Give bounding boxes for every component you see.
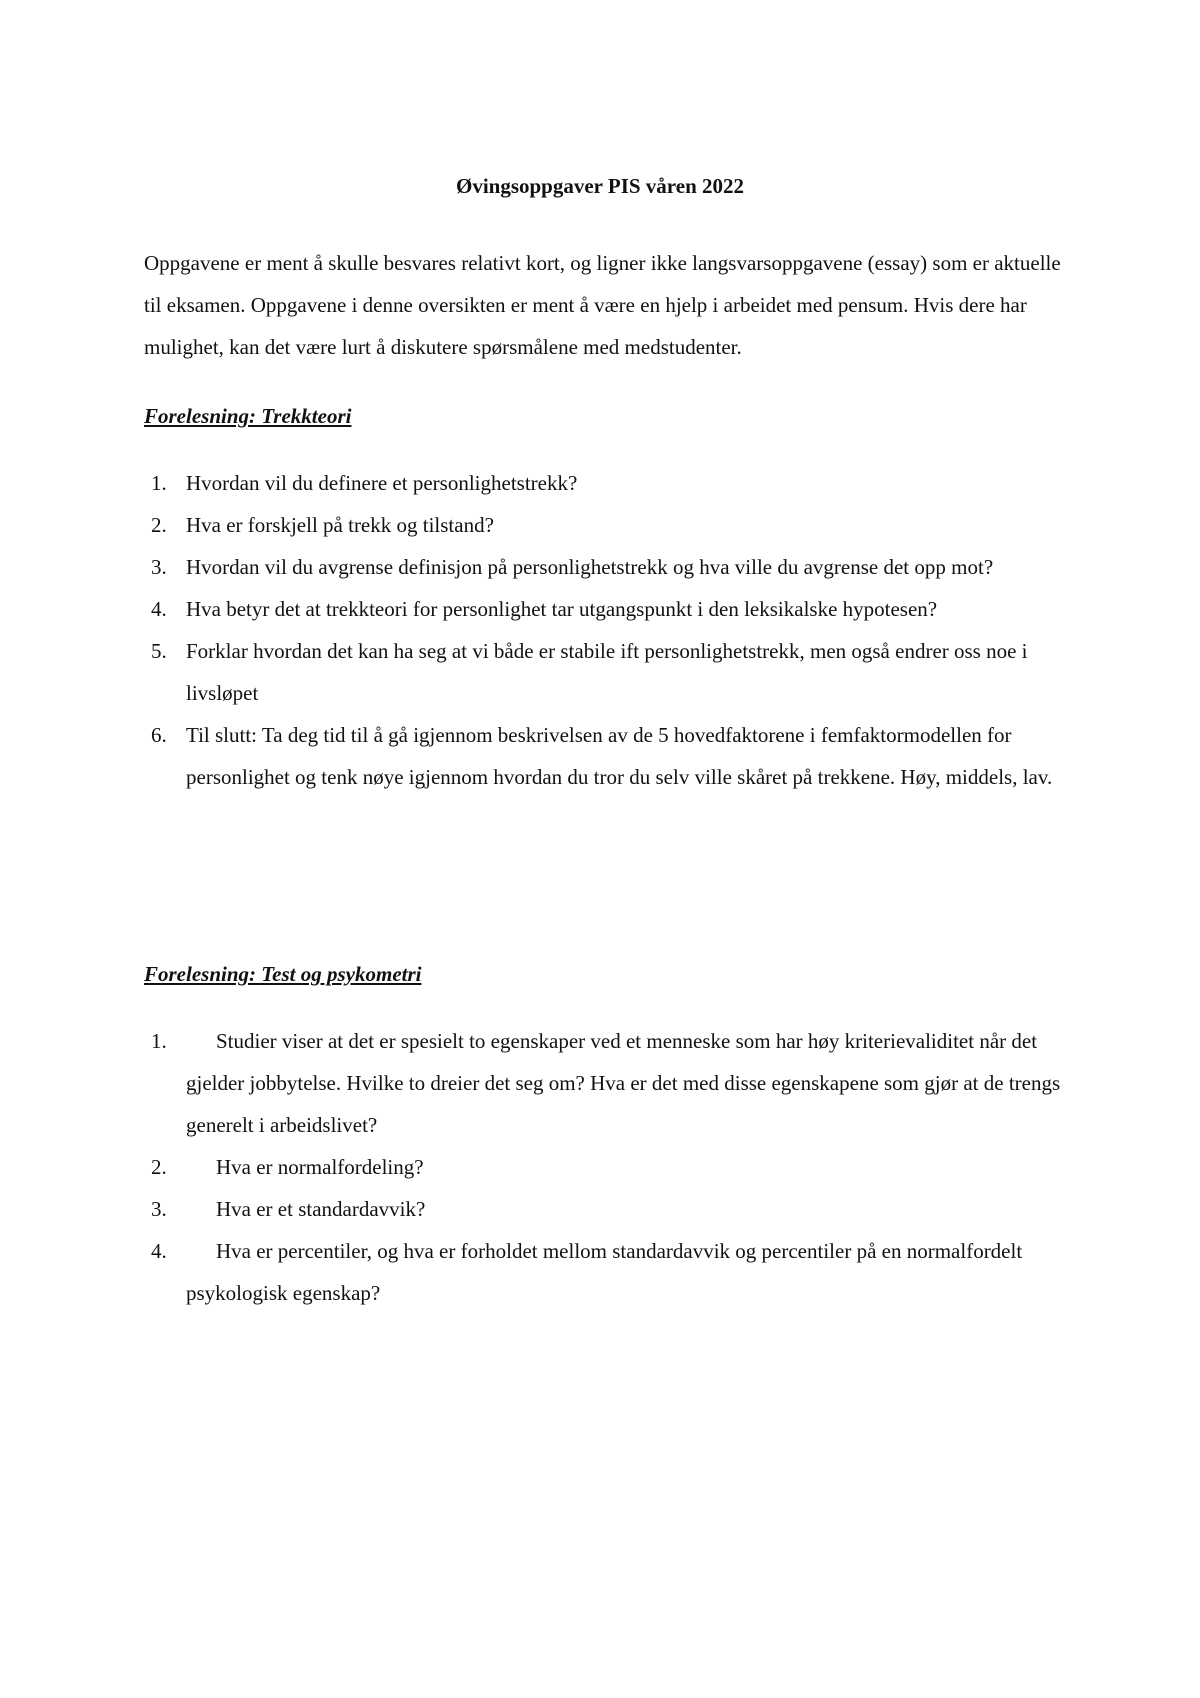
item-number: 4. xyxy=(151,597,167,621)
item-number: 3. xyxy=(151,1197,167,1221)
item-text: Til slutt: Ta deg tid til å gå igjennom beskrivelsen av de 5 hovedfaktorene i femfaktormodellen for personlighet og tenk nøye igjennom hvordan du tror du selv ville skåret på trekkene. Høy, middels, lav. xyxy=(186,723,1053,789)
item-number: 2. xyxy=(151,513,167,537)
item-number: 6. xyxy=(151,723,167,747)
list-item xyxy=(144,588,1074,630)
list-item xyxy=(144,1230,1074,1314)
question-list-test-psykometri xyxy=(144,1020,1074,1314)
document-title: Øvingsoppgaver PIS våren 2022 xyxy=(455,174,744,198)
list-item xyxy=(144,546,1074,588)
list-item xyxy=(144,1020,1074,1146)
item-text: Hvordan vil du definere et personlighetstrekk? xyxy=(186,471,578,495)
question-list-trekkteori xyxy=(144,462,1074,798)
section-heading-test-psykometri: Forelesning: Test og psykometri xyxy=(144,962,422,986)
item-text: Hva er normalfordeling? xyxy=(216,1155,424,1179)
list-item xyxy=(144,714,1074,798)
item-text: Studier viser at det er spesielt to egenskaper ved et menneske som har høy kriterievaliditet når det gjelder jobbytelse. Hvilke to dreier det seg om? Hva er det med disse egenskapene som gjør at de trengs generelt i arbeidslivet? xyxy=(186,1029,1061,1137)
item-number: 3. xyxy=(151,555,167,579)
item-text: Forklar hvordan det kan ha seg at vi både er stabile ift personlighetstrekk, men også endrer oss noe i livsløpet xyxy=(186,639,1028,705)
list-item xyxy=(144,504,1074,546)
item-text: Hva er forskjell på trekk og tilstand? xyxy=(186,513,494,537)
item-number: 5. xyxy=(151,639,167,663)
list-item xyxy=(144,1188,1074,1230)
item-text: Hva er percentiler, og hva er forholdet mellom standardavvik og percentiler på en normalfordelt psykologisk egenskap? xyxy=(186,1239,1023,1305)
item-number: 2. xyxy=(151,1155,167,1179)
item-text: Hva betyr det at trekkteori for personlighet tar utgangspunkt i den leksikalske hypotesen? xyxy=(186,597,938,621)
list-item xyxy=(144,462,1074,504)
item-text: Hvordan vil du avgrense definisjon på personlighetstrekk og hva ville du avgrense det opp mot? xyxy=(186,555,994,579)
section-heading-trekkteori: Forelesning: Trekkteori xyxy=(144,404,352,428)
intro-paragraph: Oppgavene er ment å skulle besvares relativt kort, og ligner ikke langsvarsoppgavene (essay) som er aktuelle til eksamen. Oppgavene i denne oversikten er ment å være en hjelp i arbeidet med pensum. Hvis dere har mulighet, kan det være lurt å diskutere spørsmålene med medstudenter. xyxy=(144,251,1061,359)
item-text: Hva er et standardavvik? xyxy=(216,1197,426,1221)
list-item xyxy=(144,630,1074,714)
item-number: 4. xyxy=(151,1239,167,1263)
list-item xyxy=(144,1146,1074,1188)
item-number: 1. xyxy=(151,471,167,495)
item-number: 1. xyxy=(151,1029,167,1053)
